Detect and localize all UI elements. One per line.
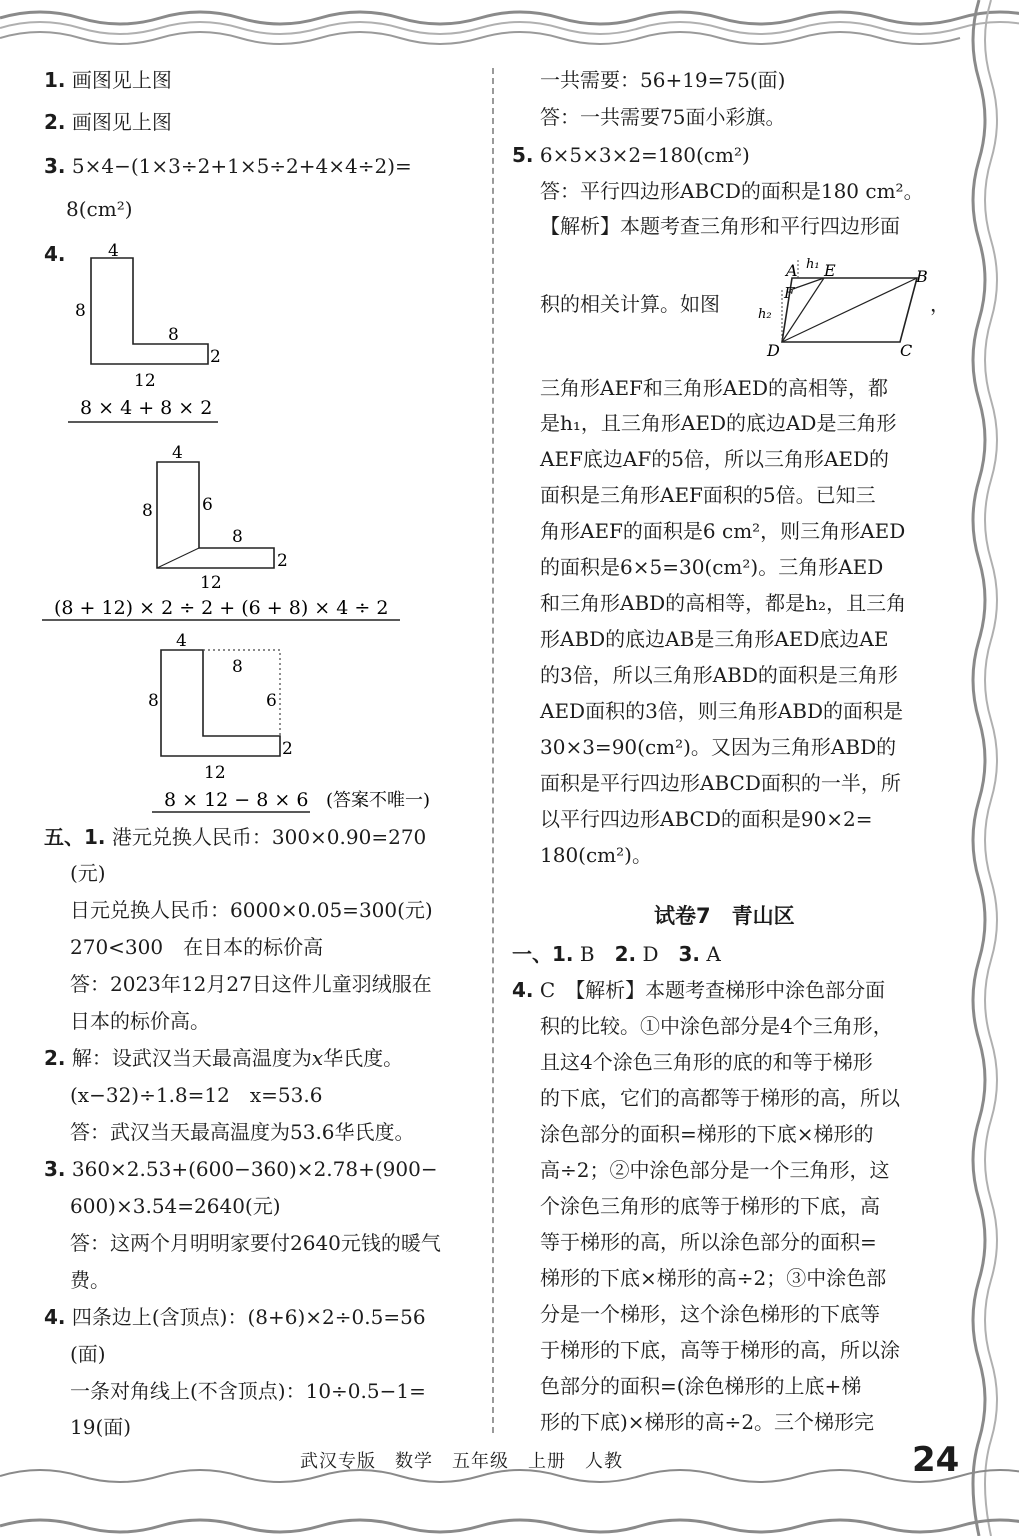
choice-answers-line <box>512 940 721 968</box>
fig2-label-bottom: 12 <box>200 573 222 593</box>
q4-right-text4: 的下底，它们的高都等于梯形的高，所以 <box>540 1086 900 1110</box>
analysis-line-9: 的3倍，所以三角形ABD的面积是三角形 <box>540 663 898 687</box>
fig1-label-top: 4 <box>108 241 119 261</box>
fig2-label-top: 4 <box>172 443 183 463</box>
s5-q2-text3: 答：武汉当天最高温度为53.6华氏度。 <box>70 1120 415 1144</box>
fig3-label-top: 4 <box>176 631 187 651</box>
analysis-line-6: 的面积是6×5=30(cm²)。三角形AED <box>540 555 884 579</box>
s5-q3-number: 3. <box>44 1157 66 1181</box>
q4-right-text6: 高÷2；②中涂色部分是一个三角形，这 <box>540 1158 890 1182</box>
q4-right-text8: 等于梯形的高，所以涂色部分的面积= <box>540 1230 877 1254</box>
l-shape-figure-2 <box>40 440 410 630</box>
q5-text1: 6×5×3×2=180(cm²) <box>539 143 750 167</box>
label-E: E <box>824 261 836 280</box>
s5-q4-text3: 一条对角线上(不含顶点)：10÷0.5−1= <box>70 1379 426 1403</box>
label-h2: h₂ <box>758 307 772 322</box>
s5-q2-line1 <box>44 1044 403 1072</box>
q3-result: 8(cm²) <box>66 197 133 221</box>
q4-right-text5: 涂色部分的面积=梯形的下底×梯形的 <box>540 1122 874 1146</box>
q4-right-text10: 分是一个梯形，这个涂色梯形的下底等 <box>540 1302 880 1326</box>
choice-1-answer: B <box>579 942 595 966</box>
fig3-note: (答案不唯一) <box>326 790 431 811</box>
q4-right-text9: 梯形的下底×梯形的高÷2；③中涂色部 <box>540 1266 887 1290</box>
s5-q4-line1 <box>44 1303 426 1331</box>
label-h1: h₁ <box>806 257 820 272</box>
s5-q1-text2: (元) <box>70 861 106 885</box>
fig2-label-left: 8 <box>142 501 153 521</box>
label-F: F <box>784 284 795 302</box>
section5-label: 五、 <box>44 825 84 849</box>
parallelogram-figure <box>752 250 932 366</box>
analysis-line-3: AEF底边AF的5倍，所以三角形AED的 <box>540 447 890 471</box>
fig2-formula: (8 + 12) × 2 ÷ 2 + (6 + 8) × 4 ÷ 2 <box>54 597 389 619</box>
page-number: 24 <box>912 1440 960 1480</box>
analysis-line-14: 180(cm²)。 <box>540 843 652 867</box>
right-border-decoration <box>959 0 1019 1536</box>
s5-q2-text1: 解：设武汉当天最高温度为 <box>71 1046 312 1070</box>
l-shape-outline <box>91 258 208 364</box>
analysis-line-13: 以平行四边形ABCD的面积是90×2= <box>540 807 873 831</box>
q5-line4 <box>540 290 720 318</box>
fig2-label-inner: 8 <box>232 527 243 547</box>
s5-q1-text1: 港元兑换人民币：300×0.90=270 <box>111 825 427 849</box>
analysis-line-5: 角形AEF的面积是6 cm²，则三角形AED <box>540 519 906 543</box>
q4-right-text11: 于梯形的下底，高等于梯形的高，所以涂 <box>540 1338 900 1362</box>
fig1-label-right: 2 <box>210 347 221 367</box>
q5-text3: 【解析】本题考查三角形和平行四边形面 <box>540 214 900 238</box>
fig2-diagonal <box>157 548 199 568</box>
l-shape-outline <box>161 650 280 756</box>
analysis-line-12: 面积是平行四边形ABCD面积的一半，所 <box>540 771 901 795</box>
fig1-label-inner: 8 <box>168 325 179 345</box>
label-A: A <box>786 261 798 280</box>
r-answer-line: 答：一共需要75面小彩旗。 <box>540 105 786 129</box>
analysis-line-2: 是h₁，且三角形AED的底边AD是三角形 <box>540 411 897 435</box>
fig3-formula: 8 × 12 − 8 × 6 <box>164 789 309 811</box>
q4-right-text1: 【解析】本题考查梯形中涂色部分面 <box>575 978 886 1002</box>
q3-number: 3. <box>44 154 66 178</box>
q4-right-text3: 且这4个涂色三角形的底的和等于梯形 <box>540 1050 873 1074</box>
q5-text2: 答：平行四边形ABCD的面积是180 cm²。 <box>540 179 924 203</box>
diagonal-BD <box>782 278 917 342</box>
s5-q1-text4: 270<300 在日本的标价高 <box>70 935 324 959</box>
q3-text: 5×4−(1×3÷2+1×5÷2+4×4÷2)= <box>71 154 412 178</box>
fig3-label-left: 8 <box>148 691 159 711</box>
choice-2-answer: D <box>642 942 659 966</box>
fig1-formula: 8 × 4 + 8 × 2 <box>80 397 213 419</box>
fig3-label-bottom: 12 <box>204 763 226 783</box>
s5-q1-text3: 日元兑换人民币：6000×0.05=300(元) <box>70 898 433 922</box>
column-divider <box>492 68 494 1433</box>
choice-1-number: 1. <box>552 942 574 966</box>
page-footer: 武汉专版 数学 五年级 上册 人教 <box>300 1451 623 1472</box>
s5-q4-text2: (面) <box>70 1342 106 1366</box>
s5-q3-text4: 费。 <box>70 1268 110 1292</box>
analysis-line-7: 和三角形ABD的高相等，都是h₂，且三角 <box>540 591 907 615</box>
fig3-label-mid: 6 <box>266 691 277 711</box>
q5-line1 <box>512 141 750 169</box>
q4-right-line1 <box>512 976 885 1004</box>
s5-q4-text4: 19(面) <box>70 1415 132 1439</box>
q4-number: 4. <box>44 242 66 266</box>
s5-q3-text3: 答：这两个月明明家要付2640元钱的暖气 <box>70 1231 441 1255</box>
fig2-label-mid: 6 <box>202 495 213 515</box>
q3-line <box>44 152 412 180</box>
fig3-label-right: 2 <box>282 739 293 759</box>
fig2-label-right: 2 <box>277 551 288 571</box>
l-shape-outline <box>157 462 274 568</box>
q4-right-answer: C <box>539 978 556 1002</box>
q2-number: 2. <box>44 110 66 134</box>
q2-line <box>44 108 172 136</box>
q1-text: 画图见上图 <box>71 68 172 92</box>
q2-text: 画图见上图 <box>71 110 172 134</box>
l-shape-figure-3 <box>130 628 475 818</box>
fig1-label-left: 8 <box>75 301 86 321</box>
s5-q1-text6: 日本的标价高。 <box>70 1009 210 1033</box>
fig1-label-bottom: 12 <box>134 371 156 391</box>
test-section-title: 试卷7 青山区 <box>654 904 795 928</box>
s5-q2-text1b: 华氏度。 <box>323 1046 404 1070</box>
q1-line <box>44 66 172 94</box>
analysis-line-8: 形ABD的底边AB是三角形AED底边AE <box>540 627 889 651</box>
label-C: C <box>900 341 913 360</box>
q5-text4a: 积的相关计算。如图 <box>540 292 720 316</box>
l-shape-figure-1 <box>60 236 240 456</box>
q1-number: 1. <box>44 68 66 92</box>
s5-q3-text1: 360×2.53+(600−360)×2.78+(900− <box>71 1157 438 1181</box>
q4-right-text12: 色部分的面积=(涂色梯形的上底+梯 <box>540 1374 862 1398</box>
label-D: D <box>767 341 780 360</box>
choice-2-number: 2. <box>614 942 637 966</box>
q4-right-number: 4. <box>512 978 534 1002</box>
s5-q2-text2: (x−32)÷1.8=12 x=53.6 <box>70 1083 323 1107</box>
analysis-line-10: AED面积的3倍，则三角形ABD的面积是 <box>540 699 903 723</box>
top-border-decoration <box>0 0 1019 60</box>
q4-right-text7: 个涂色三角形的底等于梯形的下底，高 <box>540 1194 880 1218</box>
q5-text4b: ， <box>930 292 950 316</box>
analysis-line-4: 面积是三角形AEF面积的5倍。已知三 <box>540 483 876 507</box>
s5-q3-line1 <box>44 1155 438 1183</box>
r-total-line: 一共需要：56+19=75(面) <box>540 68 786 92</box>
choice-section-label: 一、 <box>512 942 552 966</box>
analysis-line-1: 三角形AEF和三角形AED的高相等，都 <box>540 376 888 400</box>
fig3-label-inner: 8 <box>232 657 243 677</box>
analysis-line-11: 30×3=90(cm²)。又因为三角形ABD的 <box>540 735 897 759</box>
s5-q4-number: 4. <box>44 1305 66 1329</box>
s5-q1-number: 1. <box>84 825 106 849</box>
q5-number: 5. <box>512 143 534 167</box>
choice-3-number: 3. <box>678 942 701 966</box>
s5-q1-text5: 答：2023年12月27日这件儿童羽绒服在 <box>70 972 432 996</box>
s5-q4-text1: 四条边上(含顶点)：(8+6)×2÷0.5=56 <box>71 1305 426 1329</box>
s5-q2-number: 2. <box>44 1046 66 1070</box>
q4-right-text2: 积的比较。①中涂色部分是4个三角形， <box>540 1014 893 1038</box>
s5-q1-line1 <box>44 823 426 851</box>
s5-q3-text2: 600)×3.54=2640(元) <box>70 1194 281 1218</box>
label-B: B <box>916 267 928 286</box>
q4-right-text13: 形的下底)×梯形的高÷2。三个梯形完 <box>540 1410 875 1434</box>
choice-3-answer: A <box>706 942 721 966</box>
s5-q2-variable: x <box>311 1046 324 1070</box>
